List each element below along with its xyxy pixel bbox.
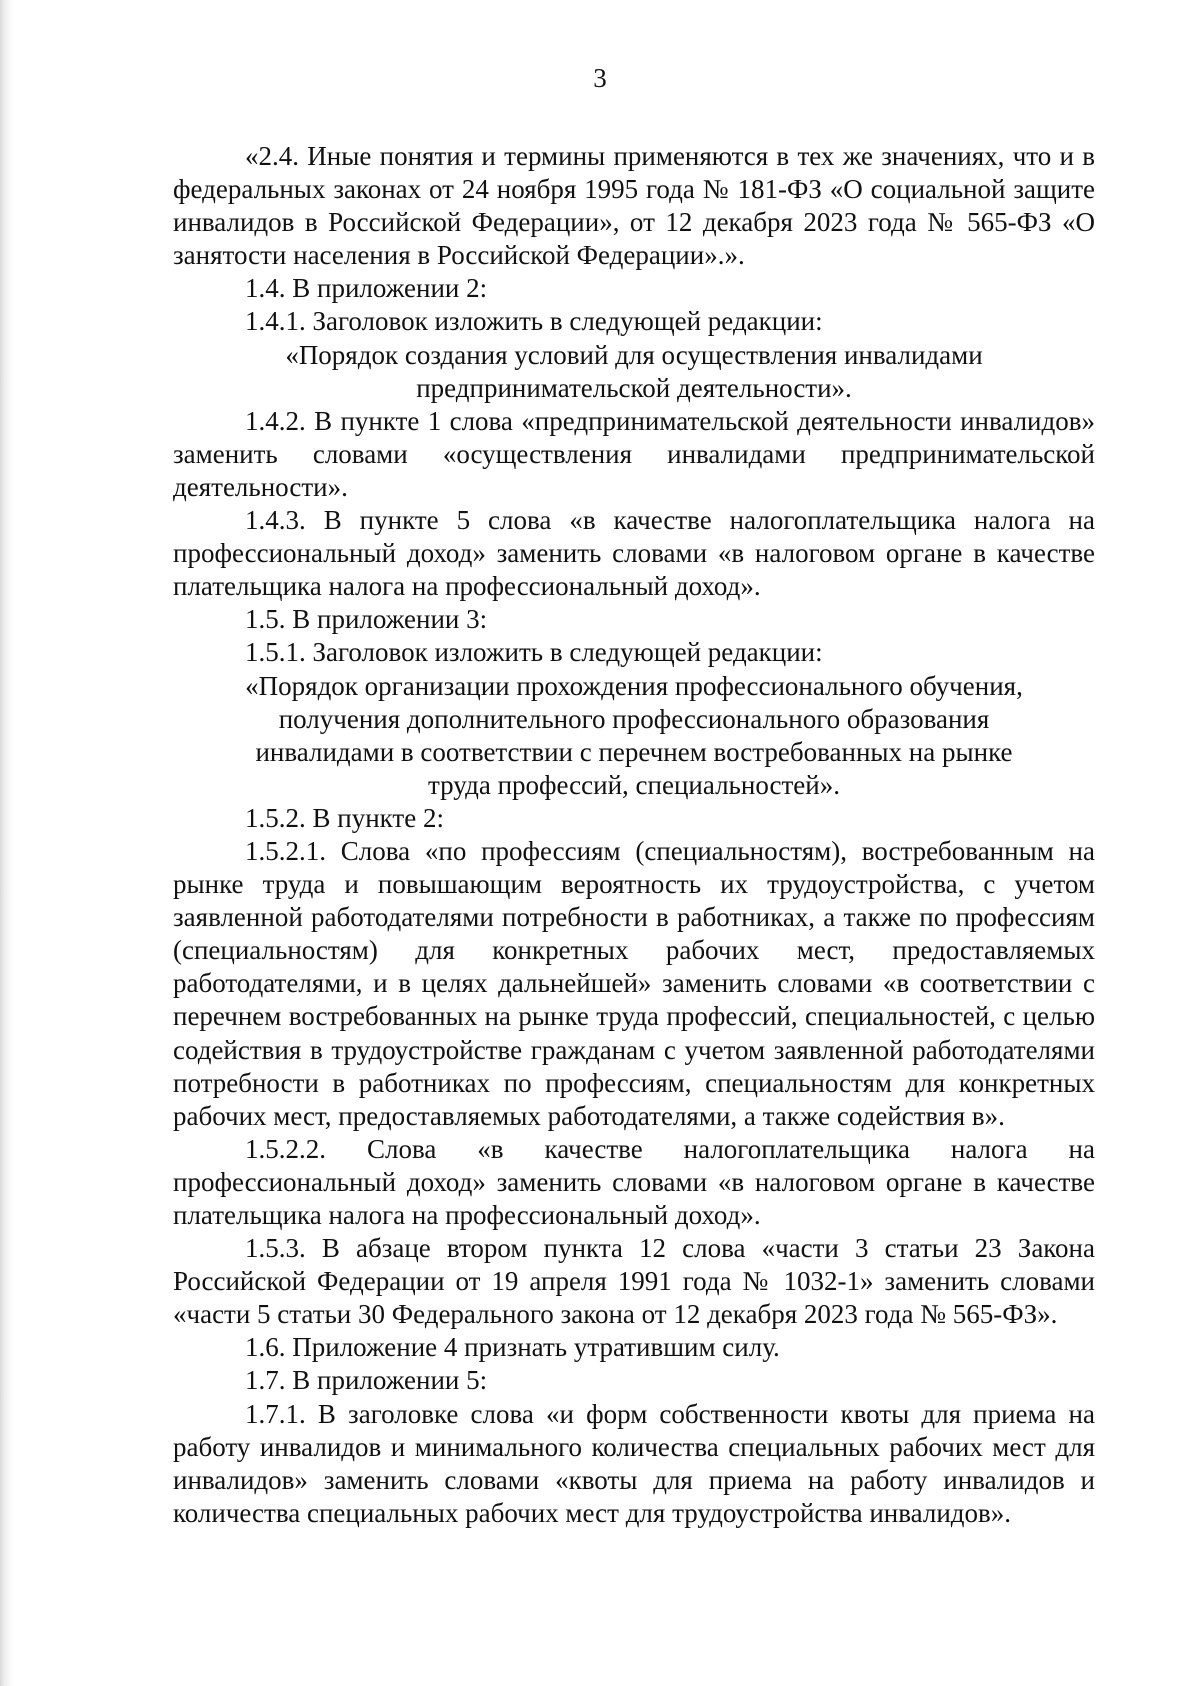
paragraph-1-5-2-1: 1.5.2.1. Слова «по профессиям (специальностям), востребованным на рынке труда и повышающим вероятность их трудоустройства, с учетом заявленной работодателями потребности в работниках, а также по профессиям (специальностям) для конкретных рабочих мест, предоставляемых работодателями, и в целях дальнейшей» заменить словами «в соответствии с перечнем востребованных на рынке труда профессий, специальностей, с целью содействия в трудоустройстве гражданам с учетом заявленной работодателями потребности в работниках по профессиям, специальностям для конкретных рабочих мест, предоставляемых работодателями, а также содействия в».: [173, 835, 1095, 1131]
title-quote-appendix-2: [173, 339, 1095, 405]
title-line: получения дополнительного профессионального образования: [278, 703, 990, 734]
paragraph-2-4-definitions: «2.4. Иные понятия и термины применяются в тех же значениях, что и в федеральных законах от 24 ноября 1995 года № 181-ФЗ «О социальной защите инвалидов в Российской Федерации», от 12 декабря 2023 года № 565-ФЗ «О занятости населения в Российской Федерации».».: [173, 141, 1095, 271]
paragraph-1-5-2-2: 1.5.2.2. Слова «в качестве налогоплательщика налога на профессиональный доход» заменить словами «в налоговом органе в качестве плательщика налога на профессиональный доход».: [173, 1133, 1095, 1230]
paragraph-1-7: 1.7. В приложении 5:: [245, 1365, 488, 1396]
paragraph-1-4-1: 1.4.1. Заголовок изложить в следующей редакции:: [245, 306, 823, 337]
title-line: предпринимательской деятельности».: [416, 372, 852, 403]
title-line: труда профессий, специальностей».: [428, 769, 840, 800]
title-line: инвалидами в соответствии с перечнем востребованных на рынке: [255, 736, 1013, 767]
document-body: [173, 140, 1095, 1530]
paragraph-1-5-1: 1.5.1. Заголовок изложить в следующей редакции:: [245, 637, 823, 668]
title-line: «Порядок организации прохождения профессионального обучения,: [245, 670, 1023, 701]
paragraph-1-5-2: 1.5.2. В пункте 2:: [245, 802, 444, 833]
title-line: «Порядок создания условий для осуществления инвалидами: [285, 339, 983, 370]
paragraph-1-4: 1.4. В приложении 2:: [245, 273, 488, 304]
paragraph-1-4-3: 1.4.3. В пункте 5 слова «в качестве налогоплательщика налога на профессиональный доход» заменить словами «в налоговом органе в качестве плательщика налога на профессиональный доход».: [173, 505, 1095, 602]
paragraph-1-5: 1.5. В приложении 3:: [245, 604, 488, 635]
paragraph-1-4-2: 1.4.2. В пункте 1 слова «предпринимательской деятельности инвалидов» заменить словами «осуществления инвалидами предпринимательской деятельности».: [173, 405, 1095, 502]
paragraph-1-7-1: 1.7.1. В заголовке слова «и форм собственности квоты для приема на работу инвалидов и минимального количества специальных рабочих мест для инвалидов» заменить словами «квоты для приема на работу инвалидов и количества специальных рабочих мест для трудоустройства инвалидов».: [173, 1398, 1095, 1528]
title-quote-appendix-3: [173, 670, 1095, 802]
scan-edge: [0, 0, 14, 1686]
page-number: 3: [593, 63, 607, 93]
paragraph-1-6: 1.6. Приложение 4 признать утратившим силу.: [245, 1332, 780, 1363]
paragraph-1-5-3: 1.5.3. В абзаце втором пункта 12 слова «части 3 статьи 23 Закона Российской Федерации от 19 апреля 1991 года № 1032-1» заменить словами «части 5 статьи 30 Федерального закона от 12 декабря 2023 года № 565-ФЗ».: [173, 1233, 1095, 1330]
